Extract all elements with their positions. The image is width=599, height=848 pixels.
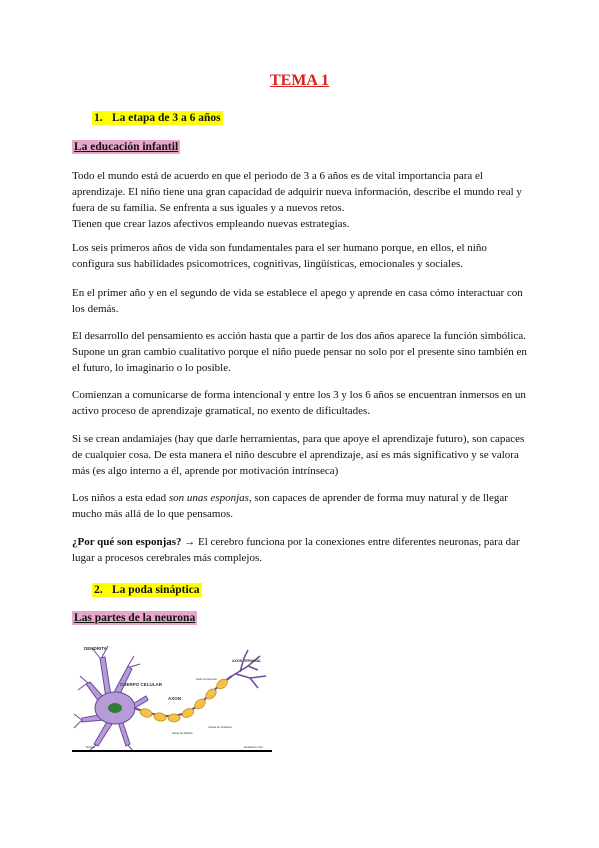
paragraph-4: El desarrollo del pensamiento es acción hasta que a partir de los dos años aparece la función simbólica. Supone un gran cambio cualitativo porque el niño puede pensar no solo por el presente sino también en el futuro, lo imaginario o lo posible. [72, 330, 527, 374]
paragraph-1 [72, 168, 528, 232]
paragraph-2: Los seis primeros años de vida son fundamentales para el ser humano porque, en ellos, el niño configura sus habilidades psicomotrices, cognitivas, lingüísticas, emocionales y sociales. [72, 242, 487, 270]
section-1-number: 1. [94, 112, 103, 124]
label-source: lassasme.com [244, 745, 264, 749]
section-heading-2 [92, 584, 202, 596]
section-heading-1 [92, 112, 223, 124]
paragraph-1-line-2: Tienen que crear lazos afectivos empleando nuevas estrategias. [72, 218, 350, 230]
divider-line [72, 750, 272, 752]
section-2-label: La poda sináptica [112, 584, 200, 596]
label-nodo-ranvier: Nodo de Ranvier [196, 677, 217, 681]
section-1-highlight [92, 111, 223, 125]
paragraph-8 [72, 534, 528, 566]
subheading-2-text: Las partes de la neurona [74, 612, 196, 624]
paragraph-8-answer: El cerebro funciona por la conexiones entre diferentes neuronas, para dar lugar a procesos cerebrales más complejos. [72, 536, 520, 564]
paragraph-1-text: Todo el mundo está de acuerdo en que el periodo de 3 a 6 años es de vital importancia para el aprendizaje. El niño tiene una gran capacidad de adquirir nueva información, describe el mundo real y fuera de su familia. Se enfrenta a sus iguales y a nuevos retos. [72, 170, 522, 214]
paragraph-3: En el primer año y en el segundo de vida se establece el apego y aprende en casa cómo interactuar con los demás. [72, 287, 523, 315]
label-axon: AXON [168, 696, 182, 701]
subheading-partes-neurona [72, 612, 197, 624]
section-2-highlight [92, 583, 202, 597]
arrow-icon: → [181, 536, 199, 548]
subheading-1-text: La educación infantil [74, 141, 179, 153]
label-axon-terminal: AXON TERMINAL [232, 659, 262, 663]
label-nucleo: Núcleo [86, 745, 95, 749]
paragraph-7 [72, 490, 528, 522]
paragraph-5: Comienzan a comunicarse de forma intencional y entre los 3 y los 6 años se encuentran inmersos en un activo proceso de aprendizaje gramatical, no exento de dificultades. [72, 389, 526, 417]
label-vaina-mielina: Vaina de Mielina [172, 731, 193, 735]
section-2-number: 2. [94, 584, 103, 596]
nucleus-shape [108, 703, 122, 713]
paragraph-7-pre: Los niños a esta edad [72, 492, 169, 504]
subheading-educacion-infantil [72, 141, 180, 153]
paragraph-7-emphasis: son unas esponjas [168, 492, 249, 504]
label-cuerpo-celular: CUERPO CELULAR [120, 682, 163, 687]
label-dendrita: DENDRITA [84, 646, 107, 651]
section-1-label: La etapa de 3 a 6 años [112, 112, 221, 124]
paragraph-7-post: , son capaces de aprender de forma muy natural y de llegar mucho más allá de lo que pensamos. [72, 492, 508, 520]
neuron-diagram [72, 636, 274, 754]
axon-terminal-shape [232, 650, 266, 688]
page-title: TEMA 1 [269, 72, 330, 89]
paragraph-8-question: ¿Por qué son esponjas? [72, 536, 182, 548]
paragraph-6: Si se crean andamiajes (hay que darle herramientas, para que apoye el aprendizaje futuro), son capaces de cualquier cosa. De esta manera el niño descubre el aprendizaje, así es más significativo y se valora más (es algo interno a él, aprende por motivación intrínseca) [72, 433, 525, 477]
label-celula-schwann: Célula de Schwann [208, 725, 233, 729]
